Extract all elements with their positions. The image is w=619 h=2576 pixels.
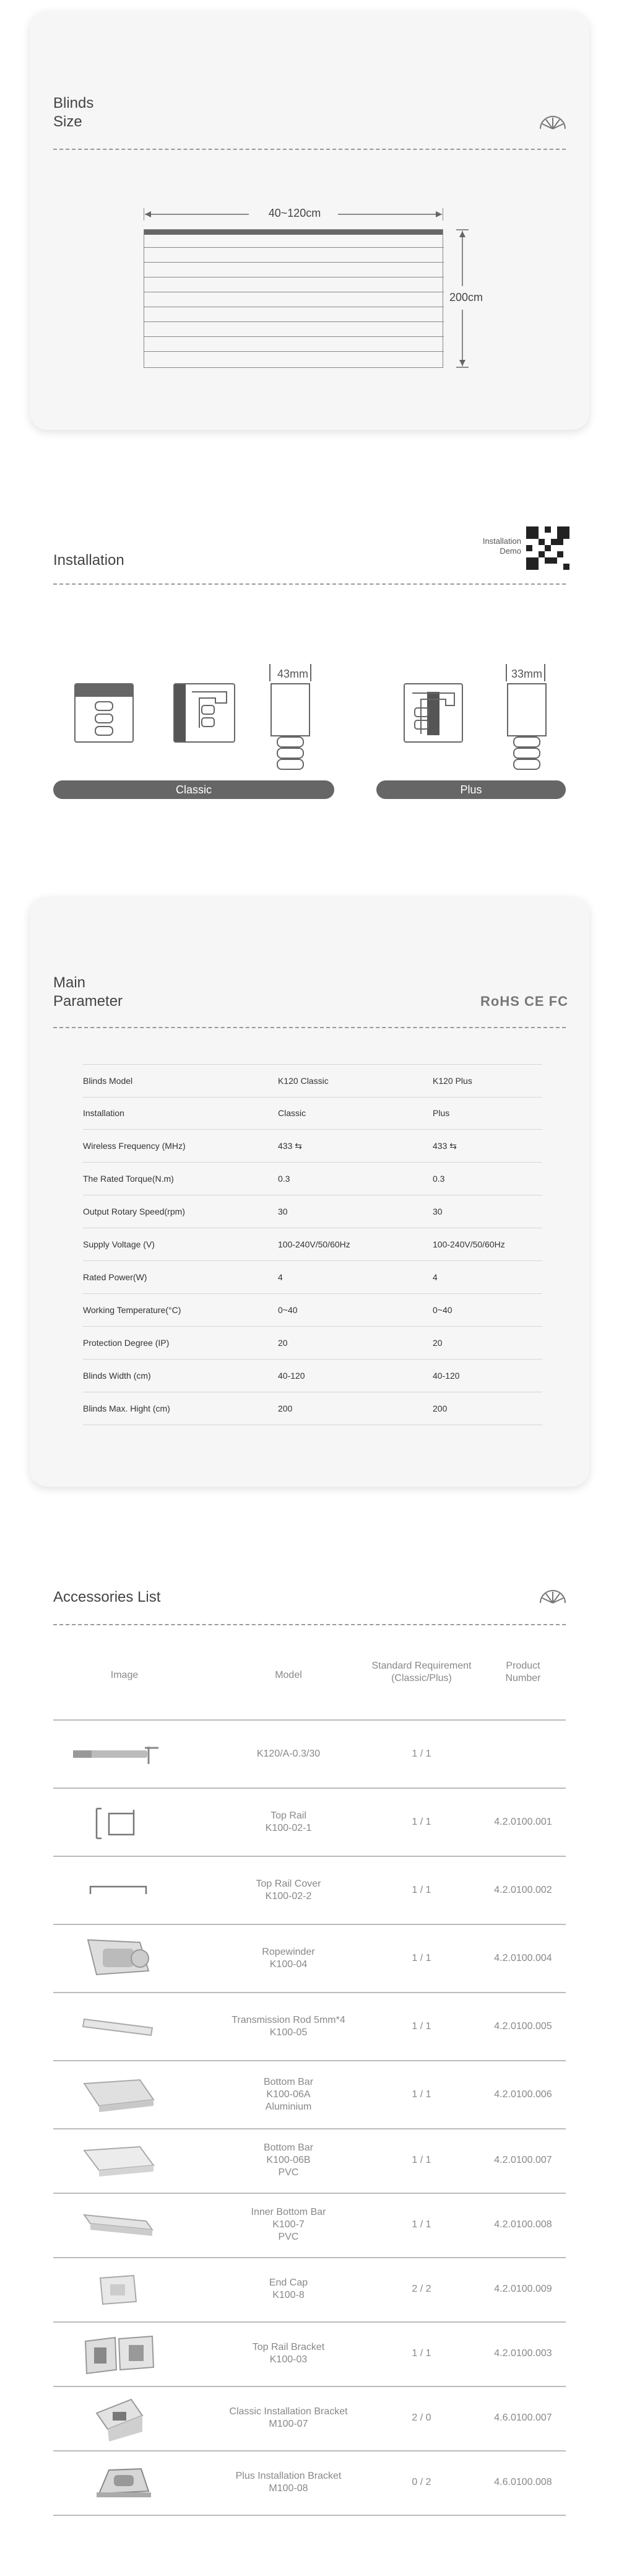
param-plus: 100-240V/50/60Hz (433, 1239, 505, 1249)
param-row (83, 1064, 542, 1098)
classic-bracket-1 (74, 683, 134, 743)
param-plus: Plus (433, 1108, 450, 1118)
plus-pill[interactable]: Plus (376, 780, 566, 799)
header-product-number (480, 1660, 566, 1685)
divider (53, 1624, 566, 1625)
width-label: 40~120cm (268, 207, 321, 219)
accessories-title: Accessories List (53, 1589, 161, 1605)
accessory-model (214, 1878, 363, 1903)
accessory-number: 4.2.0100.009 (494, 2284, 552, 2294)
model-line2: M100-08 (269, 2483, 308, 2494)
param-name: Protection Degree (IP) (83, 1338, 170, 1348)
accessory-number: 4.2.0100.006 (494, 2089, 552, 2100)
param-plus: 200 (433, 1404, 448, 1413)
model-line2: K100-05 (269, 2027, 308, 2038)
param-row (83, 1097, 542, 1130)
accessory-model (214, 2142, 363, 2179)
model-line1: Transmission Rod 5mm*4 (232, 2015, 345, 2025)
header-model: Model (275, 1670, 302, 1680)
model-line2: K100-02-1 (265, 1823, 312, 1833)
param-name: Blinds Max. Hight (cm) (83, 1404, 170, 1413)
model-line1: Top Rail Bracket (252, 2342, 325, 2352)
accessory-model (214, 2076, 363, 2113)
blinds-diagram (144, 203, 490, 389)
accessory-model (214, 2206, 363, 2243)
header-standard-line1: Standard Requirement (371, 1661, 472, 1671)
model-line2: M100-07 (269, 2419, 308, 2429)
certification-logos: RoHS CE FC (480, 993, 568, 1009)
accessory-standard: 1 / 1 (412, 2348, 431, 2359)
accessory-row (53, 2258, 566, 2323)
model-line2: K100-8 (272, 2290, 305, 2300)
model-line1: K120/A-0.3/30 (256, 1749, 321, 1759)
accessory-row (53, 2323, 566, 2387)
param-row (83, 1195, 542, 1228)
blinds-size-card (30, 11, 589, 430)
inner-bottom-bar-image (72, 2209, 165, 2243)
param-name: The Rated Torque(N.m) (83, 1174, 174, 1184)
param-row (83, 1392, 542, 1425)
param-row (83, 1360, 542, 1392)
header-standard-line2: (Classic/Plus) (391, 1673, 452, 1683)
param-row (83, 1294, 542, 1327)
installation-demo-label (458, 536, 521, 556)
fan-logo-icon (539, 1588, 567, 1604)
accessory-standard: 1 / 1 (412, 2219, 431, 2230)
accessory-model (214, 2341, 363, 2366)
param-row (83, 1228, 542, 1261)
accessory-model (214, 2470, 363, 2495)
param-plus: 0.3 (433, 1174, 445, 1184)
param-name: Blinds Width (cm) (83, 1371, 151, 1381)
param-row (83, 1163, 542, 1195)
demo-line2: Demo (500, 546, 521, 556)
param-classic: 100-240V/50/60Hz (278, 1239, 350, 1249)
divider (53, 583, 566, 585)
param-classic: 0~40 (278, 1305, 298, 1315)
param-name: Working Temperature(°C) (83, 1305, 181, 1315)
accessory-row (53, 2129, 566, 2194)
param-row (83, 1261, 542, 1294)
accessory-standard: 0 / 2 (412, 2477, 431, 2487)
header-number-line1: Product (506, 1661, 540, 1671)
param-plus: 4 (433, 1272, 438, 1282)
divider (53, 149, 566, 150)
height-label: 200cm (449, 291, 483, 303)
slat (144, 247, 444, 248)
slat (144, 336, 444, 337)
param-name: Output Rotary Speed(rpm) (83, 1207, 185, 1216)
model-line2: K100-03 (269, 2354, 308, 2365)
param-plus: 20 (433, 1338, 443, 1348)
accessory-number: 4.2.0100.003 (494, 2348, 552, 2359)
bracket-top (76, 684, 132, 697)
classic-pill[interactable]: Classic (53, 780, 334, 799)
param-title-line1: Main (53, 974, 86, 991)
model-line1: Inner Bottom Bar (251, 2207, 326, 2217)
accessory-number: 4.2.0100.004 (494, 1953, 552, 1963)
param-plus: 40-120 (433, 1371, 460, 1381)
accessory-number: 4.2.0100.002 (494, 1885, 552, 1895)
model-line1: Bottom Bar (263, 2077, 314, 2087)
bottom-bar-pvc-image (72, 2142, 165, 2179)
param-row (83, 1130, 542, 1163)
main-parameter-card (30, 897, 589, 1487)
classic-installation-bracket-image (72, 2395, 165, 2443)
model-line2: K100-7 (272, 2219, 305, 2230)
accessory-row (53, 2061, 566, 2129)
blinds-body (144, 229, 443, 368)
slat (144, 351, 444, 352)
slat (144, 262, 444, 263)
accessory-model (214, 2014, 363, 2039)
model-line1: End Cap (269, 2277, 308, 2288)
param-classic: K120 Classic (278, 1076, 329, 1086)
plus-bracket (404, 683, 463, 743)
bottom-bar-aluminium-image (72, 2075, 165, 2115)
param-title-line2: Parameter (53, 993, 123, 1010)
accessory-standard: 2 / 2 (412, 2284, 431, 2294)
demo-line1: Installation (482, 536, 521, 546)
plus-dim-label: 33mm (511, 668, 543, 680)
accessory-number: 4.2.0100.001 (494, 1817, 552, 1827)
accessory-standard: 1 / 1 (412, 1749, 431, 1759)
model-line1: Top Rail (271, 1810, 306, 1821)
accessories-section (0, 1561, 619, 2564)
param-classic: 30 (278, 1207, 288, 1216)
plus-installation-bracket-image (72, 2463, 165, 2504)
model-line1: Bottom Bar (263, 2142, 314, 2153)
model-line2: K100-06A (266, 2089, 311, 2100)
param-plus: 30 (433, 1207, 443, 1216)
top-rail-cover-image (72, 1882, 165, 1897)
accessory-standard: 1 / 1 (412, 1953, 431, 1963)
accessories-header (53, 1660, 566, 1721)
qr-code-icon[interactable] (526, 526, 569, 570)
param-name: Blinds Model (83, 1076, 133, 1086)
classic-side-view (267, 664, 313, 773)
accessory-row (53, 1721, 566, 1789)
model-line2: K100-02-2 (265, 1891, 312, 1901)
ropewinder-image (72, 1934, 165, 1983)
accessory-number: 4.2.0100.005 (494, 2021, 552, 2032)
accessory-row (53, 1993, 566, 2061)
motor-icon (93, 701, 115, 738)
model-line1: Top Rail Cover (256, 1879, 321, 1889)
blinds-title-line1: Blinds (53, 95, 94, 111)
accessory-number: 4.6.0100.007 (494, 2412, 552, 2423)
head-rail (144, 230, 443, 235)
accessory-standard: 1 / 1 (412, 1885, 431, 1895)
top-rail-image (72, 1806, 165, 1841)
bracket-side (175, 684, 186, 741)
installation-section (0, 508, 619, 805)
classic-dim-label: 43mm (277, 668, 309, 680)
model-line2: K100-04 (269, 1959, 308, 1970)
accessory-standard: 1 / 1 (412, 2021, 431, 2032)
accessory-row (53, 1789, 566, 1857)
param-name: Wireless Frequency (MHz) (83, 1141, 186, 1151)
param-classic: 200 (278, 1404, 293, 1413)
model-line1: Plus Installation Bracket (235, 2471, 342, 2481)
divider (53, 1027, 566, 1028)
header-standard (369, 1660, 474, 1685)
model-line1: Classic Installation Bracket (229, 2406, 348, 2417)
accessory-row (53, 1925, 566, 1993)
param-classic: 20 (278, 1338, 288, 1348)
param-name: Installation (83, 1108, 124, 1118)
header-image: Image (110, 1670, 139, 1680)
accessory-standard: 2 / 0 (412, 2412, 431, 2423)
accessory-model (214, 2406, 363, 2430)
param-name: Supply Voltage (V) (83, 1239, 155, 1249)
accessory-model (214, 1946, 363, 1971)
model-line2: K100-06B (266, 2155, 311, 2165)
header-number-line2: Number (505, 1673, 541, 1683)
param-classic: Classic (278, 1108, 306, 1118)
param-plus: 0~40 (433, 1305, 452, 1315)
blinds-title-line2: Size (53, 113, 82, 130)
fan-logo-icon (539, 114, 567, 130)
param-classic: 0.3 (278, 1174, 290, 1184)
accessory-standard: 1 / 1 (412, 2089, 431, 2100)
accessory-model (214, 1748, 363, 1760)
blinds-size-title (53, 94, 93, 131)
installation-title: Installation (53, 552, 124, 569)
accessory-number: 4.6.0100.008 (494, 2477, 552, 2487)
classic-bracket-2 (173, 683, 235, 743)
plus-side-view (504, 664, 550, 773)
main-parameter-title (53, 974, 123, 1011)
model-line1: Ropewinder (262, 1947, 315, 1957)
accessory-number: 4.2.0100.007 (494, 2155, 552, 2165)
accessory-row (53, 2452, 566, 2516)
param-name: Rated Power(W) (83, 1272, 147, 1282)
param-plus: K120 Plus (433, 1076, 472, 1086)
param-plus: 433 ⇆ (433, 1141, 457, 1151)
accessory-model (214, 2277, 363, 2302)
accessory-number: 4.2.0100.008 (494, 2219, 552, 2230)
accessory-row (53, 2194, 566, 2258)
bracket-profile-icon (191, 691, 228, 734)
accessory-row (53, 2387, 566, 2452)
param-row (83, 1327, 542, 1360)
accessory-standard: 1 / 1 (412, 1817, 431, 1827)
accessory-row (53, 1857, 566, 1925)
param-classic: 433 ⇆ (278, 1141, 302, 1151)
top-rail-bracket-image (72, 2331, 165, 2377)
model-line3: PVC (278, 2167, 299, 2178)
end-cap-image (72, 2271, 165, 2309)
motor-tube-image (72, 1743, 165, 1768)
param-classic: 40-120 (278, 1371, 305, 1381)
accessory-model (214, 1810, 363, 1835)
accessory-standard: 1 / 1 (412, 2155, 431, 2165)
bracket-profile-icon (410, 692, 457, 735)
transmission-rod-image (72, 2014, 165, 2039)
model-line3: PVC (278, 2232, 299, 2242)
slat (144, 321, 444, 322)
param-classic: 4 (278, 1272, 283, 1282)
model-line3: Aluminium (265, 2102, 312, 2112)
